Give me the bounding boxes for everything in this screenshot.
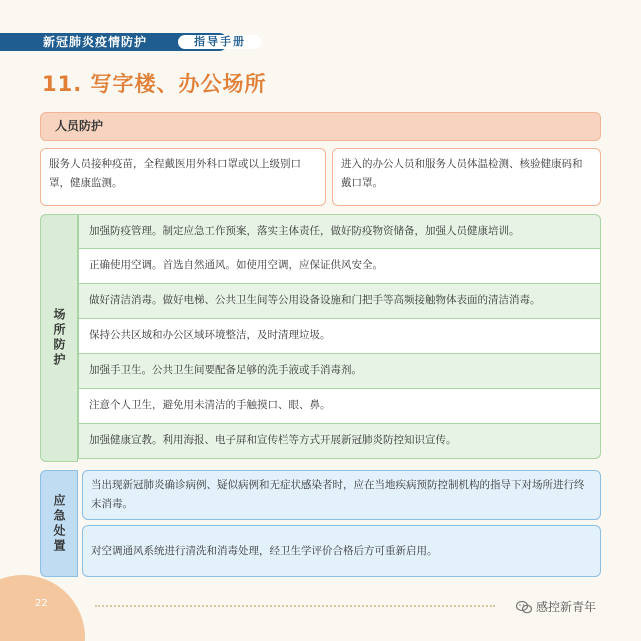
venue-item: 保持公共区域和办公区域环境整洁，及时清理垃圾。 [78, 319, 601, 354]
footer-brand-label: 感控新青年 [536, 600, 597, 614]
venue-item: 做好清洁消毒。做好电梯、公共卫生间等公用设备设施和门把手等高频接触物体表面的清洁消毒。 [78, 284, 601, 319]
emergency-side-label-box [40, 470, 78, 577]
header-tag: 指导手册 [178, 35, 262, 49]
emergency-item: 对空调通风系统进行清洗和消毒处理，经卫生学评价合格后方可重新启用。 [82, 525, 601, 577]
footer-dotted-line [95, 605, 495, 607]
venue-list [78, 214, 601, 459]
personnel-heading: 人员防护 [40, 112, 601, 141]
personnel-left-box: 服务人员接种疫苗，全程戴医用外科口罩或以上级别口罩，健康监测。 [40, 148, 326, 206]
footer-brand [516, 598, 596, 615]
venue-item: 加强手卫生。公共卫生间要配备足够的洗手液或手消毒剂。 [78, 354, 601, 389]
emergency-side-label: 应急处置 [52, 493, 66, 554]
venue-item: 正确使用空调。首选自然通风。如使用空调，应保证供风安全。 [78, 249, 601, 284]
venue-side-label: 场所防护 [52, 308, 66, 368]
venue-item: 加强防疫管理。制定应急工作预案，落实主体责任，做好防疫物资储备，加强人员健康培训。 [78, 214, 601, 249]
venue-item: 加强健康宣教。利用海报、电子屏和宣传栏等方式开展新冠肺炎防控知识宣传。 [78, 424, 601, 459]
header-title: 新冠肺炎疫情防护 [43, 35, 148, 49]
page-number: 22 [35, 598, 48, 609]
personnel-right-box: 进入的办公人员和服务人员体温检测、核验健康码和戴口罩。 [332, 148, 601, 206]
venue-item: 注意个人卫生，避免用未清洁的手触摸口、眼、鼻。 [78, 389, 601, 424]
venue-side-label-box [40, 214, 78, 462]
wechat-icon [516, 600, 532, 614]
page-title: 11. 写字楼、办公场所 [42, 72, 267, 96]
emergency-item: 当出现新冠肺炎确诊病例、疑似病例和无症状感染者时，应在当地疾病预防控制机构的指导下对场所进行终末消毒。 [82, 470, 601, 520]
